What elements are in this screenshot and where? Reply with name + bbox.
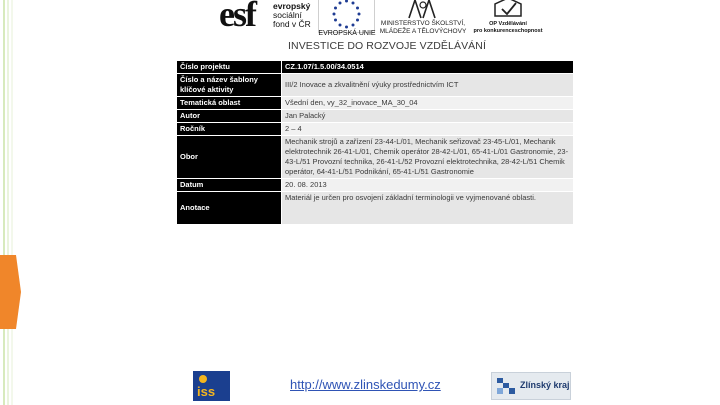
table-row — [177, 97, 573, 110]
row-key: Tematická oblast — [177, 97, 282, 110]
row-key: Datum — [177, 179, 282, 192]
row-value: Všední den, vy_32_inovace_MA_30_04 — [282, 97, 574, 110]
esf-text-line: sociální — [273, 10, 302, 20]
op-line: pro konkurenceschopnost — [473, 27, 543, 34]
orange-arrow-shape — [0, 255, 21, 329]
row-key: Obor — [177, 136, 282, 179]
row-key: Číslo projektu — [177, 61, 282, 74]
table-row — [177, 74, 573, 97]
zlinsky-kraj-icon — [497, 378, 515, 394]
website-link[interactable]: http://www.zlinskedumy.cz — [290, 377, 441, 392]
left-decoration — [0, 0, 30, 405]
op-line: OP Vzdělávání — [489, 21, 527, 27]
esf-text-line: evropský — [273, 1, 311, 11]
row-value: Jan Palacký — [282, 110, 574, 123]
row-value: CZ.1.07/1.5.00/34.0514 — [282, 61, 574, 74]
iss-logo-icon — [193, 371, 230, 401]
table-row — [177, 136, 573, 179]
row-value: Mechanik strojů a zařízení 23-44-L/01, Mechanik seřizovač 23-45-L/01, Mechanik elektrotechnik 26-41-L/01, Chemik operátor 28-42-L/01, 65-41-L/01 Gastronomie, 23-43-L/51 Provozní technika, 26-41-L/52 Provozní elektrotechnika, 28-42-L/51 Chemik operátor, 64-41-L/51 Podnikání, 65-41-L/51 Gastronomie — [282, 136, 574, 179]
esf-letters: esf — [219, 0, 255, 34]
row-key: Číslo a název šablony klíčové aktivity — [177, 74, 282, 97]
esf-text-line: fond v ČR — [273, 19, 311, 29]
esf-logo — [203, 0, 313, 40]
op-logo-icon — [491, 0, 525, 20]
row-value: Materiál je určen pro osvojení základní terminologii ve vyjmenované oblasti. — [282, 192, 574, 225]
project-info-table — [177, 61, 573, 225]
esf-text — [273, 2, 311, 29]
msmt-logo-icon — [406, 0, 440, 20]
banner-caption: INVESTICE DO ROZVOJE VZDĚLÁVÁNÍ — [288, 40, 486, 52]
msmt-line: MLÁDEŽE A TĚLOVÝCHOVY — [379, 28, 467, 35]
msmt-line: MINISTERSTVO ŠKOLSTVÍ, — [380, 20, 466, 27]
zlinsky-kraj-text: Zlínský kraj — [520, 380, 570, 390]
eu-stars — [333, 0, 361, 29]
row-value: 2 – 4 — [282, 123, 574, 136]
row-key: Ročník — [177, 123, 282, 136]
table-row — [177, 110, 573, 123]
op-caption — [473, 21, 543, 34]
table-row — [177, 179, 573, 192]
table-row — [177, 123, 573, 136]
svg-text:iss: iss — [197, 384, 216, 399]
eu-flag-icon — [318, 0, 375, 33]
table-row — [177, 192, 573, 225]
row-key: Anotace — [177, 192, 282, 225]
eu-caption: EVROPSKÁ UNIE — [318, 30, 376, 37]
row-value: 20. 08. 2013 — [282, 179, 574, 192]
row-key: Autor — [177, 110, 282, 123]
table-row — [177, 61, 573, 74]
msmt-caption — [375, 20, 471, 36]
row-value: III/2 Inovace a zkvalitnění výuky prostřednictvím ICT — [282, 74, 574, 97]
zlinsky-kraj-logo — [491, 372, 571, 400]
